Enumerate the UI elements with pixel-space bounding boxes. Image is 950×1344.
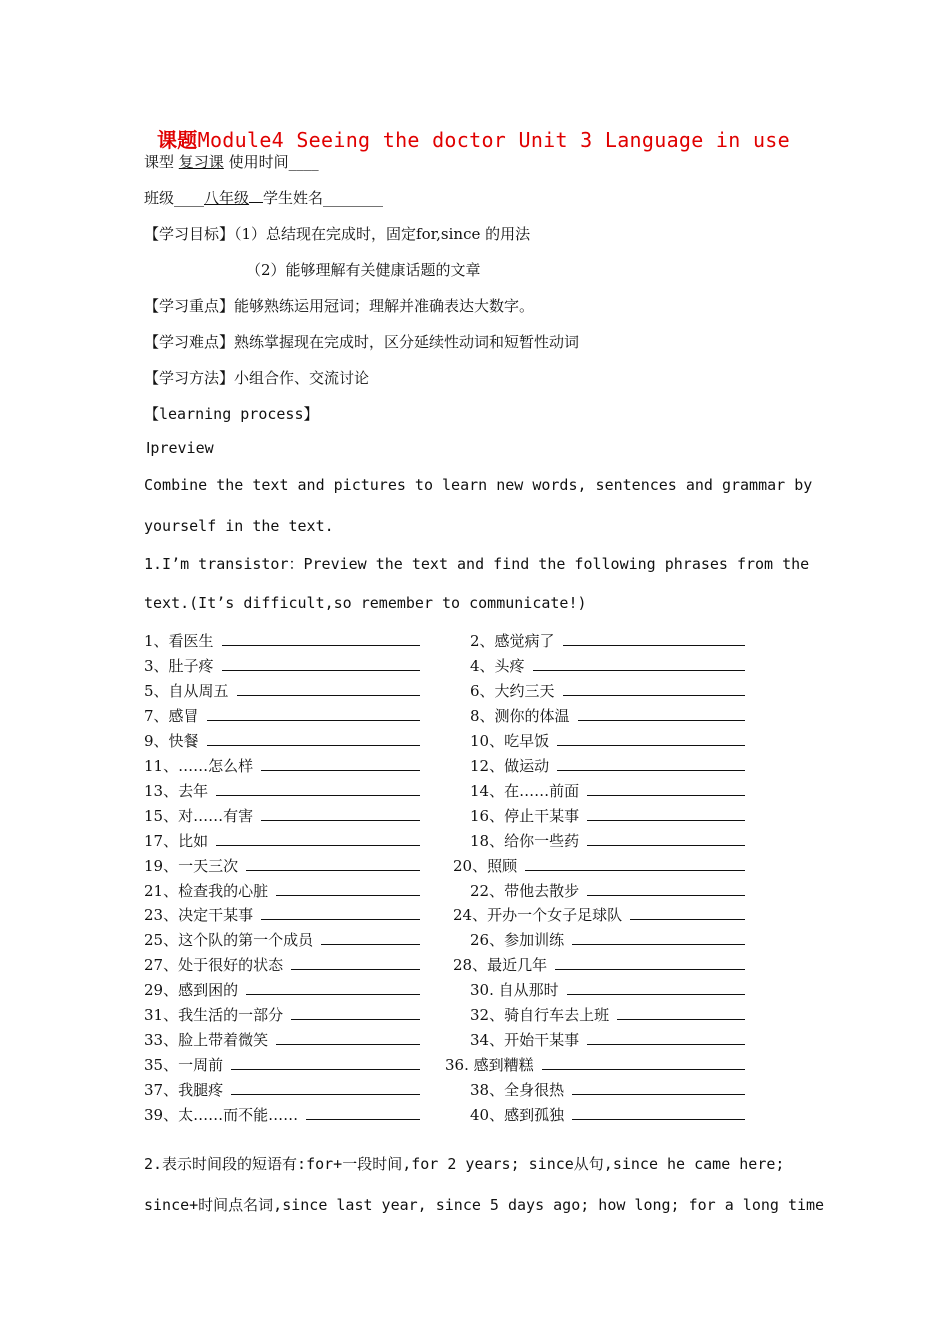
task1-line-2: text.(It’s difficult,so remember to communicate!) (144, 594, 587, 612)
answer-blank[interactable] (276, 881, 420, 896)
class-value: 八年级 (204, 189, 250, 207)
phrase-label: 35、一周前 (144, 1056, 224, 1075)
answer-blank[interactable] (563, 631, 745, 646)
phrase-item (144, 929, 420, 950)
phrase-item (144, 630, 420, 651)
answer-blank[interactable] (291, 1005, 420, 1020)
phrase-item (470, 805, 745, 826)
phrase-item (144, 880, 420, 901)
phrase-label: 6、大约三天 (470, 681, 555, 700)
phrase-item (144, 780, 420, 801)
answer-blank[interactable] (321, 930, 420, 945)
phrase-label: 4、头疼 (470, 656, 525, 675)
phrase-label: 13、去年 (144, 781, 209, 800)
phrase-item (470, 655, 745, 676)
phrase-item (470, 1079, 745, 1100)
answer-blank[interactable] (533, 656, 745, 671)
answer-blank[interactable] (617, 1005, 745, 1020)
phrase-label: 36. 感到糟糕 (445, 1056, 534, 1075)
phrase-label: 1、看医生 (144, 632, 214, 650)
phrase-label: 37、我腿疼 (144, 1081, 224, 1100)
phrase-label: 7、感冒 (144, 706, 199, 725)
phrase-item (470, 929, 745, 950)
answer-blank[interactable] (246, 980, 420, 995)
phrase-item (144, 855, 420, 876)
phrase-label: 26、参加训练 (470, 931, 565, 950)
key-points: 【学习重点】能够熟练运用冠词；理解并准确表达大数字。 (144, 297, 535, 315)
phrase-label: 30. 自从那时 (470, 981, 559, 1000)
answer-blank[interactable] (630, 905, 745, 920)
phrase-item (144, 755, 420, 776)
task1-line-1: 1.I’m transistor：Preview the text and find the following phrases from the (144, 555, 810, 573)
phrase-item (445, 1054, 745, 1075)
answer-blank[interactable] (525, 856, 745, 871)
answer-blank[interactable] (557, 731, 745, 746)
answer-blank[interactable] (587, 881, 745, 896)
answer-blank[interactable] (557, 756, 745, 771)
answer-blank[interactable] (276, 1030, 420, 1045)
answer-blank[interactable] (542, 1055, 745, 1070)
phrase-item (144, 1054, 420, 1075)
class-label: 班级____ (144, 189, 205, 207)
answer-blank[interactable] (231, 1080, 420, 1095)
answer-blank[interactable] (555, 955, 745, 970)
answer-blank[interactable] (222, 656, 420, 671)
phrase-item (453, 855, 745, 876)
answer-blank[interactable] (246, 856, 420, 871)
answer-blank[interactable] (587, 1030, 745, 1045)
objectives-line-1 (144, 223, 530, 244)
phrase-item (470, 1104, 745, 1125)
phrase-label: 38、全身很热 (470, 1081, 565, 1100)
phrase-item (144, 1104, 420, 1125)
answer-blank[interactable] (587, 806, 745, 821)
phrase-label: 34、开始干某事 (470, 1031, 580, 1050)
phrase-label: 15、对……有害 (144, 806, 254, 825)
answer-blank[interactable] (587, 831, 745, 846)
title-text: Module4 Seeing the doctor Unit 3 Language in use (197, 128, 790, 152)
phrase-label: 8、测你的体温 (470, 706, 570, 725)
task2-line-1: 2.表示时间段的短语有:for+一段时间,for 2 years; since从句,since he came here; (144, 1155, 785, 1173)
answer-blank[interactable] (587, 781, 745, 796)
phrase-label: 22、带他去散步 (470, 881, 580, 900)
answer-blank[interactable] (231, 1055, 420, 1070)
phrase-item (453, 954, 745, 975)
answer-blank[interactable] (572, 1080, 745, 1095)
phrase-label: 25、这个队的第一个成员 (144, 931, 314, 950)
answer-blank[interactable] (291, 955, 420, 970)
answer-blank[interactable] (306, 1105, 420, 1120)
phrase-label: 32、骑自行车去上班 (470, 1006, 610, 1025)
objective-2: （2）能够理解有关健康话题的文章 (246, 261, 481, 279)
title-prefix: 课题 (157, 128, 198, 152)
phrase-label: 17、比如 (144, 831, 209, 850)
phrase-label: 2、感觉病了 (470, 632, 555, 650)
phrase-label: 33、脸上带着微笑 (144, 1031, 269, 1050)
phrase-label: 11、……怎么样 (144, 756, 254, 775)
course-type-value: 复习课 (178, 153, 224, 171)
answer-blank[interactable] (207, 731, 420, 746)
answer-blank[interactable] (567, 980, 745, 995)
answer-blank[interactable] (261, 905, 420, 920)
answer-blank[interactable] (237, 681, 420, 696)
phrase-label: 12、做运动 (470, 756, 550, 775)
phrase-label: 9、快餐 (144, 731, 199, 750)
phrase-item (470, 1029, 745, 1050)
phrase-item (470, 705, 745, 726)
phrase-label: 19、一天三次 (144, 856, 239, 875)
phrase-label: 18、给你一些药 (470, 831, 580, 850)
answer-blank[interactable] (261, 806, 420, 821)
answer-blank[interactable] (216, 781, 420, 796)
phrase-item (144, 904, 420, 925)
phrase-label: 28、最近几年 (453, 956, 548, 975)
answer-blank[interactable] (578, 706, 745, 721)
intro-line-2: yourself in the text. (144, 517, 334, 535)
phrase-item (144, 730, 420, 751)
process-heading: 【learning process】 (144, 405, 319, 423)
phrase-label: 3、肚子疼 (144, 656, 214, 675)
phrase-label: 21、检查我的心脏 (144, 881, 269, 900)
objectives-label: 【学习目标】 (144, 225, 235, 243)
answer-blank[interactable] (572, 930, 745, 945)
phrase-item (470, 780, 745, 801)
usage-time-label: 使用时间____ (228, 153, 319, 171)
phrase-item (470, 630, 745, 651)
phrase-item (144, 655, 420, 676)
answer-blank[interactable] (207, 706, 420, 721)
phrase-label: 31、我生活的一部分 (144, 1006, 284, 1025)
phrase-item (470, 680, 745, 701)
phrase-item (144, 954, 420, 975)
phrase-item (470, 730, 745, 751)
page-title (157, 124, 790, 153)
course-type-label: 课型 (144, 153, 175, 171)
methods: 【学习方法】小组合作、交流讨论 (144, 369, 370, 387)
phrase-label: 5、自从周五 (144, 681, 229, 700)
phrase-item (470, 880, 745, 901)
phrase-item (144, 830, 420, 851)
phrase-item (470, 755, 745, 776)
phrase-label: 24、开办一个女子足球队 (453, 906, 623, 925)
student-name-label: 学生姓名________ (263, 189, 384, 207)
phrase-label: 27、处于很好的状态 (144, 956, 284, 975)
phrase-item (144, 805, 420, 826)
answer-blank[interactable] (572, 1105, 745, 1120)
answer-blank[interactable] (563, 681, 745, 696)
phrase-item (144, 1029, 420, 1050)
answer-blank[interactable] (261, 756, 420, 771)
phrase-item (144, 680, 420, 701)
task2-line-2: since+时间点名词,since last year, since 5 days ago; how long; for a long time (144, 1196, 825, 1214)
answer-blank[interactable] (222, 631, 420, 646)
phrase-item (470, 979, 745, 1000)
phrase-item (453, 904, 745, 925)
phrase-item (144, 1079, 420, 1100)
course-type-line (144, 151, 319, 172)
phrase-item (144, 979, 420, 1000)
phrase-item (144, 1004, 420, 1025)
intro-line-1: Combine the text and pictures to learn new words, sentences and grammar by (144, 476, 813, 494)
phrase-item (470, 830, 745, 851)
phrase-label: 39、太……而不能…… (144, 1106, 299, 1125)
phrase-label: 20、照顾 (453, 856, 518, 875)
phrase-item (144, 705, 420, 726)
phrase-item (470, 1004, 745, 1025)
answer-blank[interactable] (216, 831, 420, 846)
phrase-label: 10、吃早饭 (470, 731, 550, 750)
objective-1: （1）总结现在完成时，固定for,since 的用法 (234, 225, 531, 243)
class-line (144, 187, 383, 208)
phrase-label: 23、决定干某事 (144, 906, 254, 925)
difficulties: 【学习难点】熟练掌握现在完成时，区分延续性动词和短暂性动词 (144, 333, 580, 351)
phrase-label: 14、在……前面 (470, 781, 580, 800)
phrase-label: 29、感到困的 (144, 981, 239, 1000)
preview-heading: Ⅰpreview (146, 439, 214, 457)
phrase-label: 40、感到孤独 (470, 1106, 565, 1125)
phrase-label: 16、停止干某事 (470, 806, 580, 825)
